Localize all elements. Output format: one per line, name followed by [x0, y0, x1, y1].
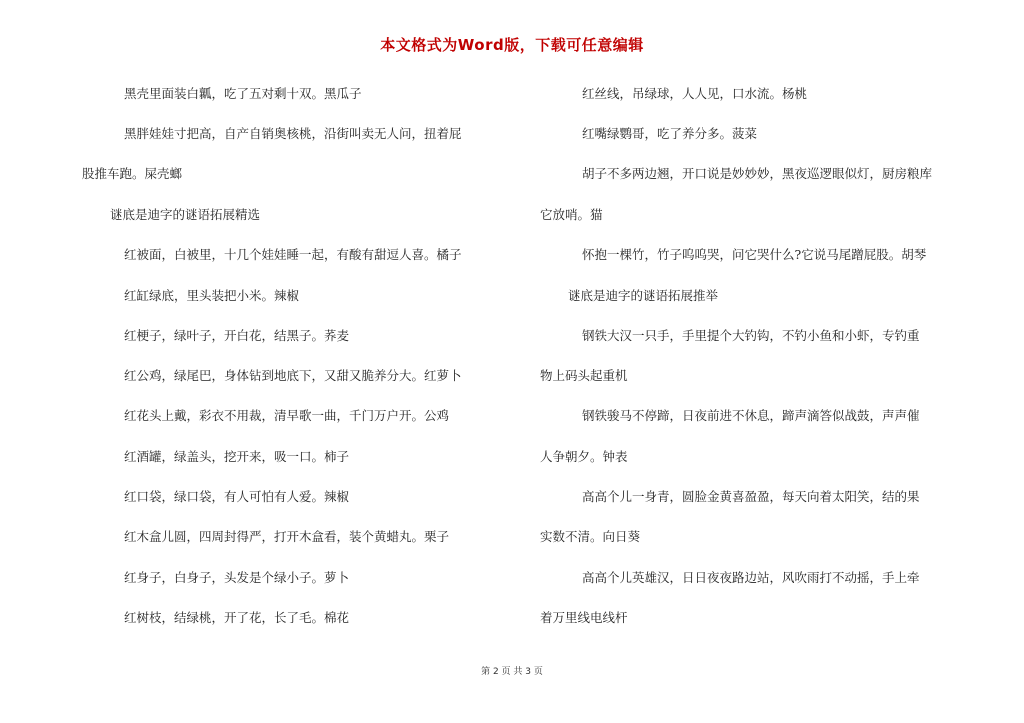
text-line: 黑壳里面装白瓤，吃了五对剩十双。黑瓜子 [124, 86, 362, 101]
text-line: 黑胖娃娃寸把高，自产自销奥核桃，沿街叫卖无人问，扭着屁 [124, 126, 462, 141]
text-line: 红丝线，吊绿球，人人见，口水流。杨桃 [582, 86, 808, 101]
text-line: 红花头上戴，彩衣不用裁，清早歌一曲，千门万户开。公鸡 [124, 408, 450, 423]
section-heading: 谜底是迪字的谜语拓展推举 [568, 288, 719, 303]
text-line: 钢铁大汉一只手，手里提个大钓钩，不钓小鱼和小虾，专钓重 [582, 328, 920, 343]
text-line: 物上码头起重机 [540, 368, 628, 383]
text-line: 实数不清。向日葵 [540, 529, 641, 544]
text-line: 红被面，白被里，十几个娃娃睡一起，有酸有甜逗人喜。橘子 [124, 247, 462, 262]
text-line: 红木盒儿圆，四周封得严，打开木盒看，装个黄蜡丸。栗子 [124, 529, 450, 544]
text-line: 股推车跑。屎壳螂 [82, 166, 183, 181]
text-line: 红嘴绿鹦哥，吃了养分多。菠菜 [582, 126, 758, 141]
text-line: 红酒罐，绿盖头，挖开来，吸一口。柿子 [124, 449, 350, 464]
text-line: 胡子不多两边翘，开口说是妙妙妙，黑夜巡逻眼似灯，厨房粮库 [582, 166, 933, 181]
section-heading: 谜底是迪字的谜语拓展精选 [110, 207, 261, 222]
page-footer: 第 2 页 共 3 页 [481, 667, 543, 677]
text-line: 着万里线电线杆 [540, 610, 628, 625]
text-line: 怀抱一棵竹，竹子呜呜哭，问它哭什么?它说马尾蹭屁股。胡琴 [582, 247, 927, 262]
text-line: 高高个儿英雄汉，日日夜夜路边站，风吹雨打不动摇，手上牵 [582, 570, 920, 585]
text-line: 红树枝，结绿桃，开了花，长了毛。棉花 [124, 610, 350, 625]
text-line: 红缸绿底，里头装把小米。辣椒 [124, 288, 300, 303]
text-line: 红身子，白身子，头发是个绿小子。萝卜 [124, 570, 350, 585]
text-line: 红口袋，绿口袋，有人可怕有人爱。辣椒 [124, 489, 350, 504]
text-line: 高高个儿一身青，圆脸金黄喜盈盈，每天向着太阳笑，结的果 [582, 489, 920, 504]
text-line: 红梗子，绿叶子，开白花，结黑子。荞麦 [124, 328, 350, 343]
text-line: 人争朝夕。钟表 [540, 449, 628, 464]
text-line: 红公鸡，绿尾巴，身体钻到地底下，又甜又脆养分大。红萝卜 [124, 368, 462, 383]
text-line: 钢铁骏马不停蹄，日夜前进不休息，蹄声滴答似战鼓，声声催 [582, 408, 920, 423]
text-line: 它放哨。猫 [540, 207, 603, 222]
page-banner: 本文格式为Word版，下载可任意编辑 [380, 36, 644, 54]
